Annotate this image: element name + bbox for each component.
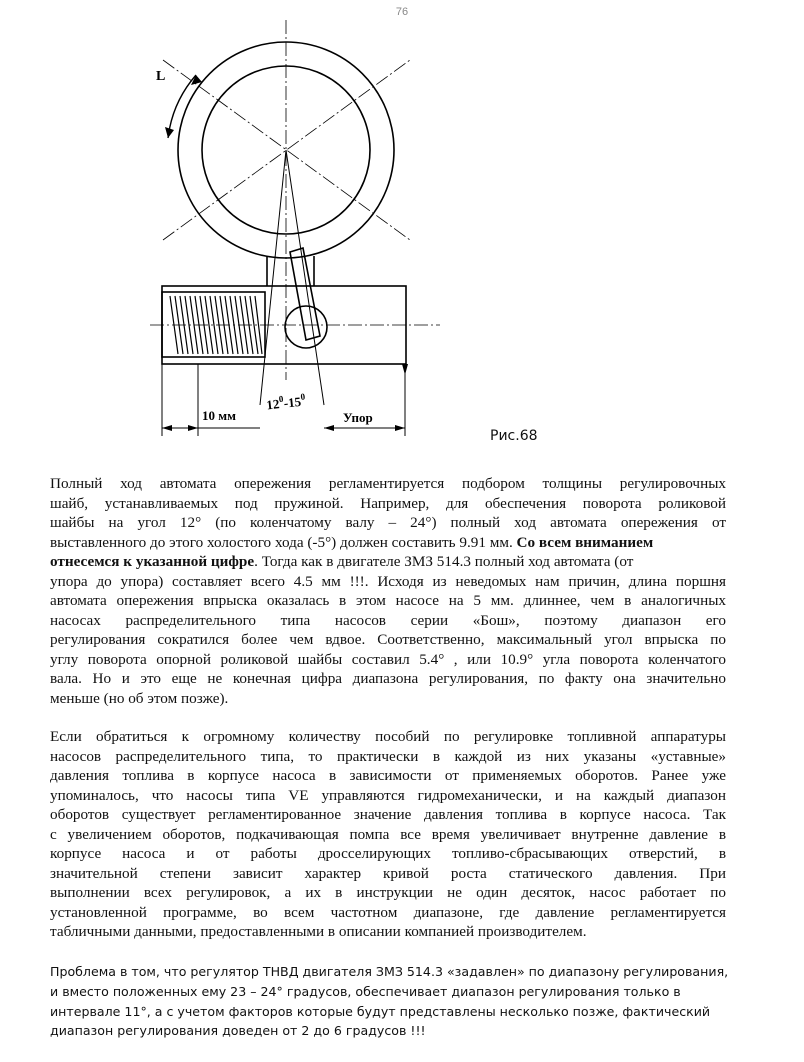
text-line: оборотов существует регламентированное значение давления топлива в корпусе насоса. Так bbox=[50, 806, 726, 823]
text-line: табличными данными, предоставленными в описании компанией производителем. bbox=[50, 923, 587, 940]
angle-label: $12^0-15^0$ bbox=[265, 391, 306, 413]
text-line: корпусе насоса и от работы дросселирующих топливо-сбрасывающих отверстий, в bbox=[50, 845, 726, 862]
pump-diagram bbox=[0, 0, 804, 460]
text-line: шайб, устанавливаемых под пружиной. Например, для обеспечения поворота роликовой bbox=[50, 494, 726, 512]
text-line: давления топлива в корпусе насоса в зависимости от применяемых оборотов. Ранее уже bbox=[50, 767, 726, 784]
text-line: значительной степени зависит характер кривой роста статического давления. При bbox=[50, 864, 726, 882]
text-line: шайбы на угол 12° (по коленчатому валу – 24°) полный ход автомата опережения от bbox=[50, 514, 726, 531]
text-line: меньше (но об этом позже). bbox=[50, 689, 229, 707]
text-line: насосах распределительного типа насосов серии «Бош», поэтому диапазон его bbox=[50, 611, 726, 629]
text-line: Полный ход автомата опережения регламентируется подбором толщины регулировочных bbox=[50, 475, 726, 492]
text-line: регулирования сократился более чем вдвое. Соответственно, максимальный угол впрыска по bbox=[50, 631, 726, 648]
paragraph-3 bbox=[50, 962, 740, 1041]
text-line: углу поворота опорной роликовой шайбы составил 5.4° , или 10.9° угла поворота коленчатого bbox=[50, 650, 726, 668]
page-number: 76 bbox=[395, 6, 409, 18]
text-line: Проблема в том, что регулятор ТНВД двигателя ЗМЗ 514.3 «задавлен» по диапазону регулирования, bbox=[50, 964, 729, 979]
arc-arrowhead-bottom bbox=[165, 127, 174, 138]
text-line: интервале 11°, а с учетом факторов которые будут представлены несколько позже, фактический bbox=[50, 1003, 711, 1019]
text-line: автомата опережения впрыска оказалась в этом насосе на 5 мм. длиннее, чем в аналогичных bbox=[50, 592, 726, 609]
text-line: выполнении всех регулировок, а их в инструкции не один десяток, насос работает по bbox=[50, 884, 726, 901]
text-line: диапазон регулирования доведен от 2 до 6 градусов !!! bbox=[50, 1023, 426, 1039]
dim-10mm-label: 10 мм bbox=[202, 408, 236, 423]
text-line: с увеличением оборотов, подкачивающая помпа все время увеличивает внутренне давление в bbox=[50, 825, 726, 843]
text-line: установленной программе, во всем частотном диапазоне, где давление регламентируется bbox=[50, 903, 726, 921]
paragraph-1 bbox=[50, 474, 726, 708]
text-line: упоминалось, что насосы типа VE управляются гидромеханически, и на каждый диапазон bbox=[50, 786, 726, 804]
pin-circle bbox=[285, 306, 327, 348]
lever-arm bbox=[290, 248, 320, 340]
text-line: вала. Но и это еще не конечная цифра диапазона регулирования, по факту она значительно bbox=[50, 670, 726, 687]
text-line: Если обратиться к огромному количеству пособий по регулировке топливной аппаратуры bbox=[50, 728, 726, 745]
bold-emphasis: отнесемся к указанной цифре bbox=[50, 553, 255, 570]
text-line: упора до упора) составляет всего 4.5 мм !!!. Исходя из неведомых нам причин, длина поршня bbox=[50, 572, 726, 590]
stop-label: Упор bbox=[343, 410, 373, 425]
text-line: отнесемся к указанной цифре. Тогда как в двигателе ЗМЗ 514.3 полный ход автомата (от bbox=[50, 553, 634, 570]
bold-emphasis: Со всем вниманием bbox=[512, 533, 654, 551]
paragraph-2 bbox=[50, 727, 726, 942]
text-line: и вместо положенных ему 23 – 24° градусов, обеспечивает диапазон регулирования только в bbox=[50, 983, 681, 999]
text-line: выставленного до этого холостого хода (-5°) должен составить 9.91 мм. Со всем вниманием bbox=[50, 533, 654, 551]
figure-caption: Рис.68 bbox=[490, 428, 538, 444]
text-line: насосов распределительного типа, то практически в каждой из них указаны «уставные» bbox=[50, 747, 726, 765]
rotation-label: L bbox=[156, 69, 166, 84]
